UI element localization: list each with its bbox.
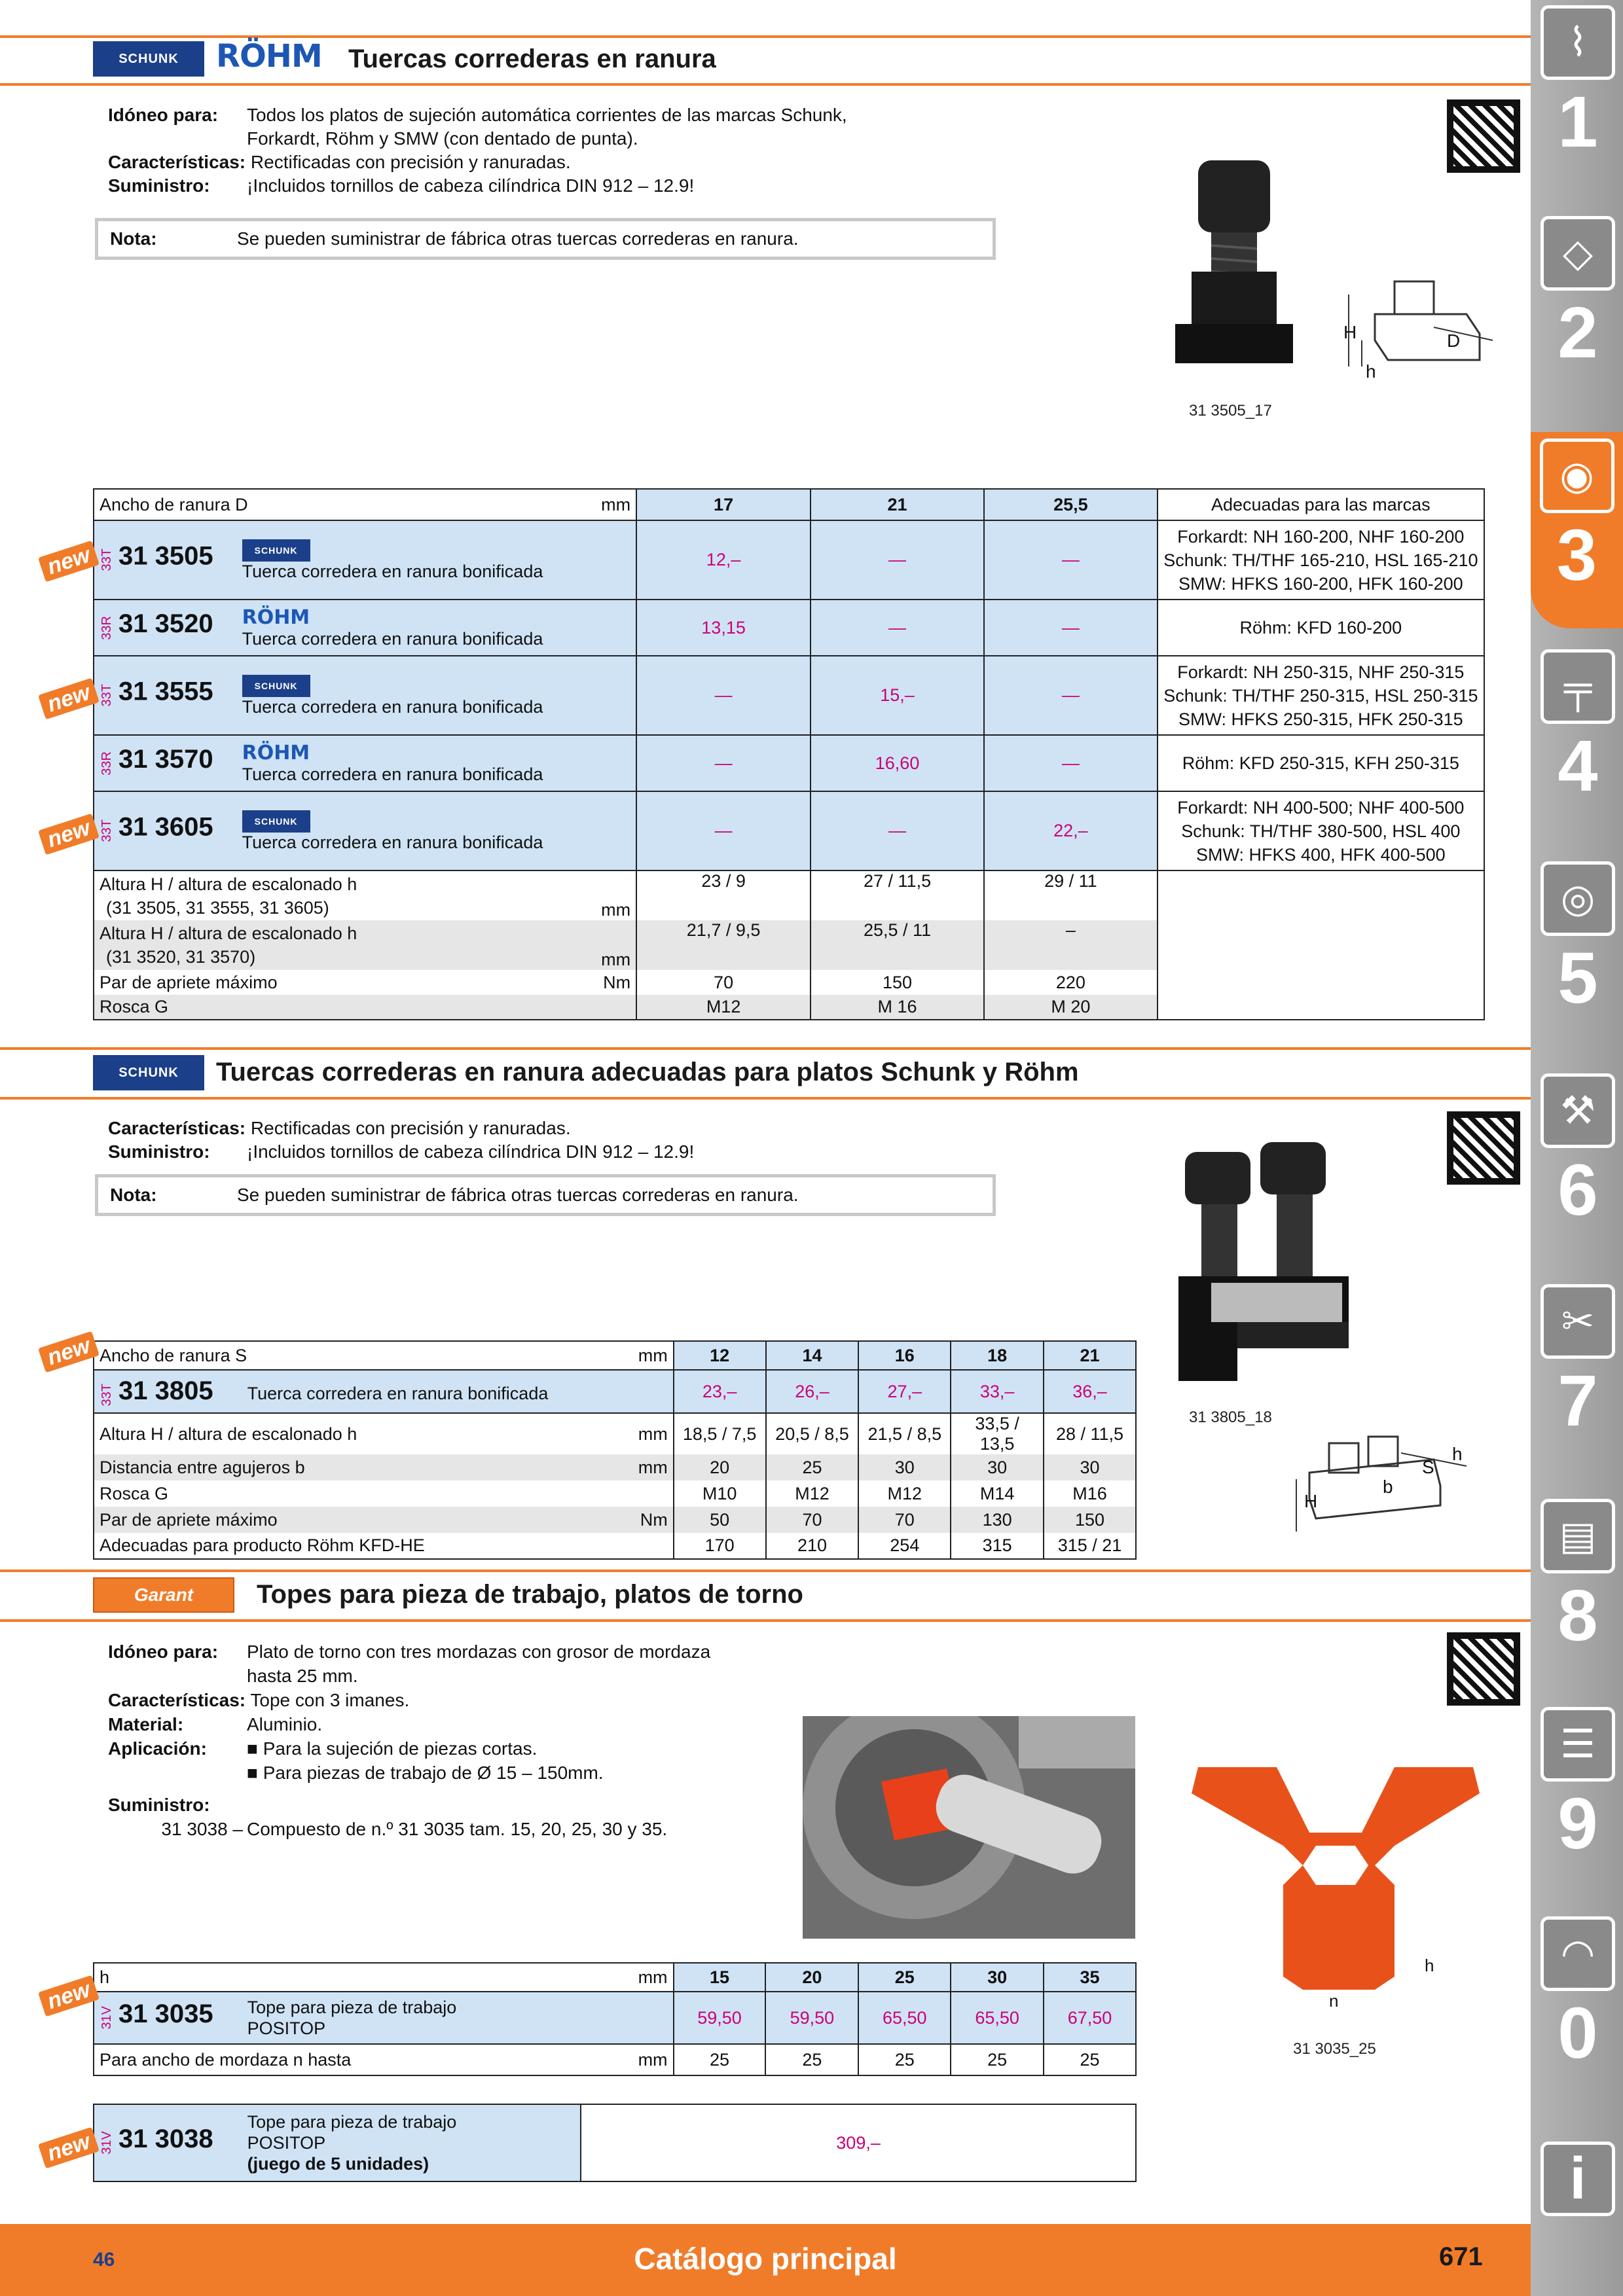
spec-unit: mm — [581, 1413, 674, 1454]
caliper-icon: ╤ — [1541, 649, 1615, 724]
spec-unit: mm — [581, 1454, 674, 1480]
table-row — [94, 520, 1484, 600]
spec-value: 30 — [951, 1454, 1044, 1480]
brand-line: SMW: HFKS 160-200, HFK 160-200 — [1178, 573, 1463, 594]
spec-value: 150 — [1044, 1507, 1136, 1533]
table-row — [94, 2104, 1136, 2181]
price: — — [811, 791, 984, 870]
double-t-nut-dimension-drawing — [1283, 1427, 1473, 1538]
spec-label: (31 3520, 31 3570) — [106, 947, 256, 967]
spec-label: Par de apriete máximo — [94, 970, 548, 995]
brand-line: SMW: HFKS 400, HFK 400-500 — [1196, 844, 1446, 865]
brand-line: SMW: HFKS 250-315, HFK 250-315 — [1178, 709, 1463, 729]
spec-value: 25 — [1044, 2044, 1136, 2075]
col-header: 25 — [858, 1963, 951, 1992]
spec-value: M14 — [951, 1480, 1044, 1507]
lathe-chuck-photo — [803, 1716, 1135, 1939]
col-header: 18 — [951, 1341, 1044, 1370]
chapter-number: 0 — [1558, 1993, 1598, 2073]
text: ¡Incluidos tornillos de cabeza cilíndrica DIN 912 – 12.9! — [247, 1141, 695, 1162]
col-header: 14 — [766, 1341, 859, 1370]
order-code: 33T — [100, 1384, 114, 1407]
text: Plato de torno con tres mordazas con grosor de mordaza — [247, 1641, 711, 1662]
dim-D-label: D — [1447, 331, 1461, 351]
spec-unit: mm — [548, 870, 636, 920]
description: Tope para pieza de trabajo — [247, 2112, 457, 2132]
brand-line: Forkardt: NH 400-500; NHF 400-500 — [1177, 797, 1465, 817]
qr-code[interactable] — [1447, 1632, 1520, 1706]
text: Todos los platos de sujeción automática corrientes de las marcas Schunk, — [247, 105, 847, 125]
dim-b-label: b — [1383, 1477, 1393, 1497]
rohm-logo: RÖHM — [216, 38, 322, 75]
brand-line: Schunk: TH/THF 380-500, HSL 400 — [1181, 821, 1461, 841]
spec-label: Rosca G — [94, 995, 548, 1020]
price: 23,– — [674, 1370, 766, 1413]
chapter-tab-4[interactable] — [1539, 649, 1617, 809]
chapter-number: 3 — [1556, 515, 1597, 596]
spec-value: 21,5 / 8,5 — [858, 1413, 951, 1454]
new-badge: new — [38, 1975, 100, 2017]
section-divider — [0, 1570, 1531, 1572]
price: 16,60 — [811, 735, 984, 791]
spec-label: Distancia entre agujeros b — [94, 1454, 581, 1480]
image-caption: 31 3035_25 — [1293, 2040, 1376, 2058]
spec-row — [94, 1507, 1136, 1533]
new-badge: new — [38, 541, 100, 583]
spec-value: 150 — [811, 970, 984, 995]
spec-label: (31 3505, 31 3555, 31 3605) — [106, 897, 329, 918]
text: Para la sujeción de piezas cortas. — [263, 1738, 538, 1759]
spec-unit: Nm — [581, 1507, 674, 1533]
safety-glasses-icon: ◠ — [1541, 1916, 1615, 1991]
dim-h-label: h — [1452, 1444, 1463, 1464]
article-number: 31 3520 — [119, 609, 213, 639]
spec-value: 70 — [858, 1507, 951, 1533]
spec-unit — [581, 1533, 674, 1559]
spec-value: 220 — [984, 970, 1158, 995]
note-box — [95, 1174, 996, 1216]
footer-title: Catálogo principal — [634, 2242, 897, 2276]
spec-row — [94, 2044, 1136, 2075]
price: 65,50 — [858, 1992, 951, 2044]
price: 309,– — [581, 2104, 1136, 2181]
spec-value: 70 — [766, 1507, 859, 1533]
description: Tuerca corredera en ranura bonificada — [247, 1384, 549, 1404]
schunk-logo: SCHUNK — [242, 539, 310, 562]
brand-line: Forkardt: NH 250-315, NHF 250-315 — [1177, 662, 1465, 682]
chapter-tab-8[interactable] — [1539, 1499, 1617, 1659]
col-header: 12 — [674, 1341, 766, 1370]
spec-unit: mm — [581, 2044, 674, 2075]
dim-S-label: S — [1422, 1457, 1434, 1477]
note-box — [95, 218, 996, 260]
description: Tuerca corredera en ranura bonificada — [242, 764, 543, 784]
price: — — [984, 600, 1158, 656]
table-row — [94, 1370, 1136, 1413]
schunk-logo: SCHUNK — [242, 675, 310, 697]
table-row — [94, 735, 1484, 791]
t-nut-image — [1165, 141, 1303, 383]
dim-h-label: h — [1366, 361, 1376, 382]
double-t-nut-image — [1172, 1132, 1362, 1401]
qr-code[interactable] — [1447, 99, 1520, 173]
spec-value: M12 — [636, 995, 811, 1020]
new-badge: new — [38, 1331, 100, 1373]
spec-label: Par de apriete máximo — [94, 1507, 581, 1533]
header-unit: mm — [581, 1341, 674, 1370]
col-header: 20 — [765, 1963, 858, 1992]
spec-value: 25 — [674, 2044, 766, 2075]
description: Tuerca corredera en ranura bonificada — [242, 629, 543, 649]
spec-value: 254 — [858, 1533, 951, 1559]
product-table-1 — [93, 488, 1485, 1020]
spec-value: 30 — [858, 1454, 951, 1480]
spec-value: 210 — [766, 1533, 859, 1559]
label: Material: — [108, 1714, 184, 1734]
spec-value: M 16 — [811, 995, 984, 1020]
new-badge: new — [38, 814, 100, 855]
order-code: 33T — [100, 684, 114, 707]
chapter-number: 4 — [1558, 726, 1598, 806]
col-header: 30 — [951, 1963, 1044, 1992]
price: 59,50 — [765, 1992, 858, 2044]
text: Aluminio. — [247, 1714, 323, 1734]
dim-H-label: H — [1343, 322, 1357, 342]
spec-unit — [548, 995, 636, 1020]
insert-icon: ◇ — [1541, 216, 1615, 291]
spec-value: 20 — [674, 1454, 766, 1480]
rohm-logo: RÖHM — [242, 606, 310, 629]
label: Características: — [108, 152, 246, 172]
price: 36,– — [1044, 1370, 1136, 1413]
spec-label: Altura H / altura de escalonado h — [94, 1413, 581, 1454]
spec-row — [94, 1454, 1136, 1480]
header-label: h — [94, 1963, 581, 1992]
label: Suministro: — [108, 1795, 210, 1815]
drill-icon: ⌇ — [1541, 5, 1615, 80]
spec-value: M10 — [674, 1480, 766, 1507]
text: Forkardt, Röhm y SMW (con dentado de punta). — [247, 128, 638, 149]
price: 27,– — [858, 1370, 951, 1413]
product-table-2 — [93, 1340, 1137, 1560]
order-code: 33R — [100, 751, 114, 776]
spec-value: 29 / 11 — [984, 870, 1158, 920]
table-row — [94, 600, 1484, 656]
page-number-right: 671 — [1439, 2242, 1483, 2271]
section-divider — [0, 1097, 1531, 1100]
text: Se pueden suministrar de fábrica otras tuercas correderas en ranura. — [237, 1185, 799, 1205]
pliers-icon: ✂ — [1541, 1284, 1615, 1359]
label: Idóneo para: — [108, 1641, 219, 1662]
wrench-icon: ⚒ — [1541, 1073, 1615, 1148]
col-header: 17 — [636, 489, 811, 520]
chapter-number: 7 — [1558, 1361, 1598, 1441]
label: Características: — [108, 1690, 246, 1710]
text: Rectificadas con precisión y ranuradas. — [250, 1118, 571, 1138]
price: 13,15 — [636, 600, 811, 656]
spec-value: 20,5 / 8,5 — [766, 1413, 859, 1454]
spec-value: M16 — [1044, 1480, 1136, 1507]
price: 26,– — [766, 1370, 859, 1413]
spec-value: 50 — [674, 1507, 766, 1533]
section-title: Tuercas correderas en ranura — [348, 45, 716, 73]
article-number: 31 3605 — [119, 812, 213, 842]
spec-row — [94, 1480, 1136, 1507]
spec-label: Adecuadas para producto Röhm KFD-HE — [94, 1533, 581, 1559]
chapter-tab-info[interactable] — [1539, 2142, 1617, 2216]
qr-code[interactable] — [1447, 1111, 1520, 1185]
spec-value: 28 / 11,5 — [1044, 1413, 1136, 1454]
spec-value: 33,5 / 13,5 — [951, 1413, 1044, 1454]
brand-line: Schunk: TH/THF 250-315, HSL 250-315 — [1163, 685, 1478, 706]
product-table-3 — [93, 1962, 1137, 2076]
chapter-tab-9[interactable] — [1539, 1707, 1617, 1867]
spec-value: – — [984, 920, 1158, 970]
col-header: 25,5 — [984, 489, 1158, 520]
spec-value: 315 — [951, 1533, 1044, 1559]
chapter-tab-3[interactable] — [1531, 432, 1623, 628]
order-code: 33R — [100, 615, 114, 640]
description: Tope para pieza de trabajo — [247, 1998, 457, 2017]
table-row — [94, 791, 1484, 870]
spec-value: 25 — [951, 2044, 1044, 2075]
text: Tope con 3 imanes. — [250, 1690, 410, 1710]
order-code: 33T — [100, 819, 114, 842]
text: Rectificadas con precisión y ranuradas. — [250, 152, 571, 172]
image-caption: 31 3505_17 — [1189, 402, 1272, 420]
price: 33,– — [951, 1370, 1044, 1413]
section-divider — [0, 83, 1531, 86]
spec-value: 130 — [951, 1507, 1044, 1533]
schunk-logo: SCHUNK — [93, 41, 204, 77]
info-icon: i — [1541, 2142, 1615, 2216]
col-header: 21 — [1044, 1341, 1136, 1370]
col-header: 15 — [674, 1963, 766, 1992]
label: Aplicación: — [108, 1738, 207, 1759]
dim-h-label: h — [1425, 1956, 1434, 1975]
page-footer — [0, 2224, 1531, 2296]
article-number: 31 3570 — [119, 745, 213, 774]
t-nut-dimension-drawing — [1336, 268, 1499, 393]
label: Características: — [108, 1118, 246, 1138]
price: 12,– — [636, 520, 811, 600]
spec-value: 23 / 9 — [636, 870, 811, 920]
header-label: Ancho de ranura D — [94, 489, 548, 520]
spec-value: 315 / 21 — [1044, 1533, 1136, 1559]
text: ¡Incluidos tornillos de cabeza cilíndrica DIN 912 – 12.9! — [247, 175, 695, 196]
price: — — [636, 656, 811, 735]
article-number: 31 3038 — [119, 2125, 213, 2154]
price: — — [811, 600, 984, 656]
brand-line: Forkardt: NH 160-200, NHF 160-200 — [1177, 526, 1465, 547]
chapter-number: 6 — [1558, 1150, 1598, 1230]
product-info — [108, 103, 1025, 198]
description: POSITOP — [247, 2133, 326, 2153]
spec-value: 25 — [765, 2044, 858, 2075]
spec-row — [94, 870, 1484, 920]
spec-value: 25 — [858, 2044, 951, 2075]
description: Tuerca corredera en ranura bonificada — [242, 697, 543, 717]
schunk-logo: SCHUNK — [242, 810, 310, 833]
chapter-number: 2 — [1558, 293, 1598, 373]
toolbox-icon: ▤ — [1541, 1499, 1615, 1573]
spec-value: 25,5 / 11 — [811, 920, 984, 970]
spec-value: M12 — [858, 1480, 951, 1507]
label: Suministro: — [108, 1141, 210, 1162]
price: — — [636, 735, 811, 791]
spec-value: M12 — [766, 1480, 859, 1507]
chapter-tab-2[interactable] — [1539, 216, 1617, 376]
spec-label: Para ancho de mordaza n hasta — [94, 2044, 581, 2075]
cabinet-icon: ☰ — [1541, 1707, 1615, 1782]
spec-value: 27 / 11,5 — [811, 870, 984, 920]
description: Tuerca corredera en ranura bonificada — [242, 562, 543, 581]
page-number-left: 46 — [93, 2249, 115, 2270]
description: (juego de 5 unidades) — [247, 2154, 429, 2174]
chapter-number: 9 — [1558, 1784, 1598, 1864]
dim-H-label: H — [1304, 1491, 1318, 1511]
label: Suministro: — [108, 175, 210, 196]
price: 67,50 — [1044, 1992, 1136, 2044]
saw-blade-icon: ◎ — [1541, 861, 1615, 936]
supply-code: 31 3038 – — [161, 1819, 243, 1839]
price: 59,50 — [674, 1992, 766, 2044]
description: POSITOP — [247, 2018, 326, 2038]
spec-value: M 20 — [984, 995, 1158, 1020]
chapter-tab-6[interactable] — [1539, 1073, 1617, 1233]
spec-value: 30 — [1044, 1454, 1136, 1480]
header-unit: mm — [581, 1963, 674, 1992]
text: Compuesto de n.º 31 3035 tam. 15, 20, 25, 30 y 35. — [247, 1819, 668, 1839]
price: — — [984, 735, 1158, 791]
chapter-tab-0[interactable] — [1539, 1916, 1617, 2076]
image-caption: 31 3805_18 — [1189, 1408, 1272, 1426]
col-header: 35 — [1044, 1963, 1136, 1992]
spec-value: 25 — [766, 1454, 859, 1480]
dim-n-label: n — [1329, 1991, 1339, 2011]
table-row — [94, 656, 1484, 735]
workpiece-stop-image — [1178, 1754, 1493, 2016]
label: Nota: — [110, 1185, 157, 1205]
spec-row — [94, 1413, 1136, 1454]
product-info — [108, 1117, 1025, 1164]
spec-value: 70 — [636, 970, 811, 995]
col-header: 21 — [811, 489, 984, 520]
chapter-tab-5[interactable] — [1539, 861, 1617, 1021]
garant-logo: Garant — [93, 1577, 234, 1613]
table-row — [94, 1992, 1136, 2044]
price: 22,– — [984, 791, 1158, 870]
spec-label: Rosca G — [94, 1480, 581, 1507]
article-number: 31 3555 — [119, 677, 213, 706]
rohm-logo: RÖHM — [242, 742, 310, 764]
schunk-logo: SCHUNK — [93, 1055, 204, 1090]
section-title: Tuercas correderas en ranura adecuadas para platos Schunk y Röhm — [216, 1058, 1079, 1086]
spec-label: Altura H / altura de escalonado h — [100, 874, 357, 894]
col-header-brands: Adecuadas para las marcas — [1158, 489, 1484, 520]
spec-label: Altura H / altura de escalonado h — [100, 924, 357, 943]
new-badge: new — [38, 678, 100, 720]
text: Se pueden suministrar de fábrica otras tuercas correderas en ranura. — [237, 228, 799, 249]
price: — — [811, 520, 984, 600]
article-number: 31 3035 — [119, 2000, 213, 2029]
order-code: 31V — [100, 2131, 114, 2155]
spec-unit: mm — [548, 920, 636, 970]
brand-line: Röhm: KFD 160-200 — [1158, 600, 1484, 656]
product-info: Idóneo para: Plato de torno con tres mordazas con grosor de mordaza hasta 25 mm. Características: Tope con 3 imanes. Material: Aluminio. Aplicación: ■ Para la sujeción de piezas cortas. ■ Para piezas de trabajo de Ø 15 – 150mm. Suministro: 31 3038 – Compuesto de n.º 31 3035 tam. 15, 20, 25, 30 y 35. — [108, 1640, 828, 1841]
spec-value: 21,7 / 9,5 — [636, 920, 811, 970]
spec-unit: Nm — [548, 970, 636, 995]
spec-value: 18,5 / 7,5 — [674, 1413, 766, 1454]
header-unit: mm — [548, 489, 636, 520]
chapter-number: 5 — [1558, 938, 1598, 1018]
spec-row — [94, 1533, 1136, 1559]
spec-value: 170 — [674, 1533, 766, 1559]
new-badge: new — [38, 2127, 100, 2169]
product-table-set — [93, 2104, 1137, 2182]
text: hasta 25 mm. — [247, 1666, 358, 1686]
text: Para piezas de trabajo de Ø 15 – 150mm. — [263, 1763, 604, 1783]
chapter-number: 1 — [1558, 82, 1598, 162]
col-header: 16 — [858, 1341, 951, 1370]
article-number: 31 3505 — [119, 541, 213, 571]
section-title: Topes para pieza de trabajo, platos de torno — [257, 1580, 803, 1609]
chuck-icon: ◉ — [1540, 439, 1614, 513]
label: Idóneo para: — [108, 105, 219, 125]
article-number: 31 3805 — [119, 1376, 213, 1406]
header-label: Ancho de ranura S — [94, 1341, 581, 1370]
price: — — [984, 656, 1158, 735]
price: 15,– — [811, 656, 984, 735]
spec-unit — [581, 1480, 674, 1507]
brand-line: Schunk: TH/THF 165-210, HSL 165-210 — [1163, 550, 1478, 570]
price: — — [636, 791, 811, 870]
order-code: 33T — [100, 548, 114, 571]
chapter-tab-7[interactable] — [1539, 1284, 1617, 1444]
chapter-tab-1[interactable] — [1539, 5, 1617, 165]
section-divider — [0, 1619, 1531, 1622]
chapter-number: 8 — [1558, 1575, 1598, 1656]
price: — — [984, 520, 1158, 600]
description: Tuerca corredera en ranura bonificada — [242, 833, 543, 852]
label: Nota: — [110, 228, 157, 249]
brand-line: Röhm: KFD 250-315, KFH 250-315 — [1158, 735, 1484, 791]
order-code: 31V — [100, 2006, 114, 2030]
price: 65,50 — [951, 1992, 1044, 2044]
section-divider — [0, 1047, 1531, 1050]
